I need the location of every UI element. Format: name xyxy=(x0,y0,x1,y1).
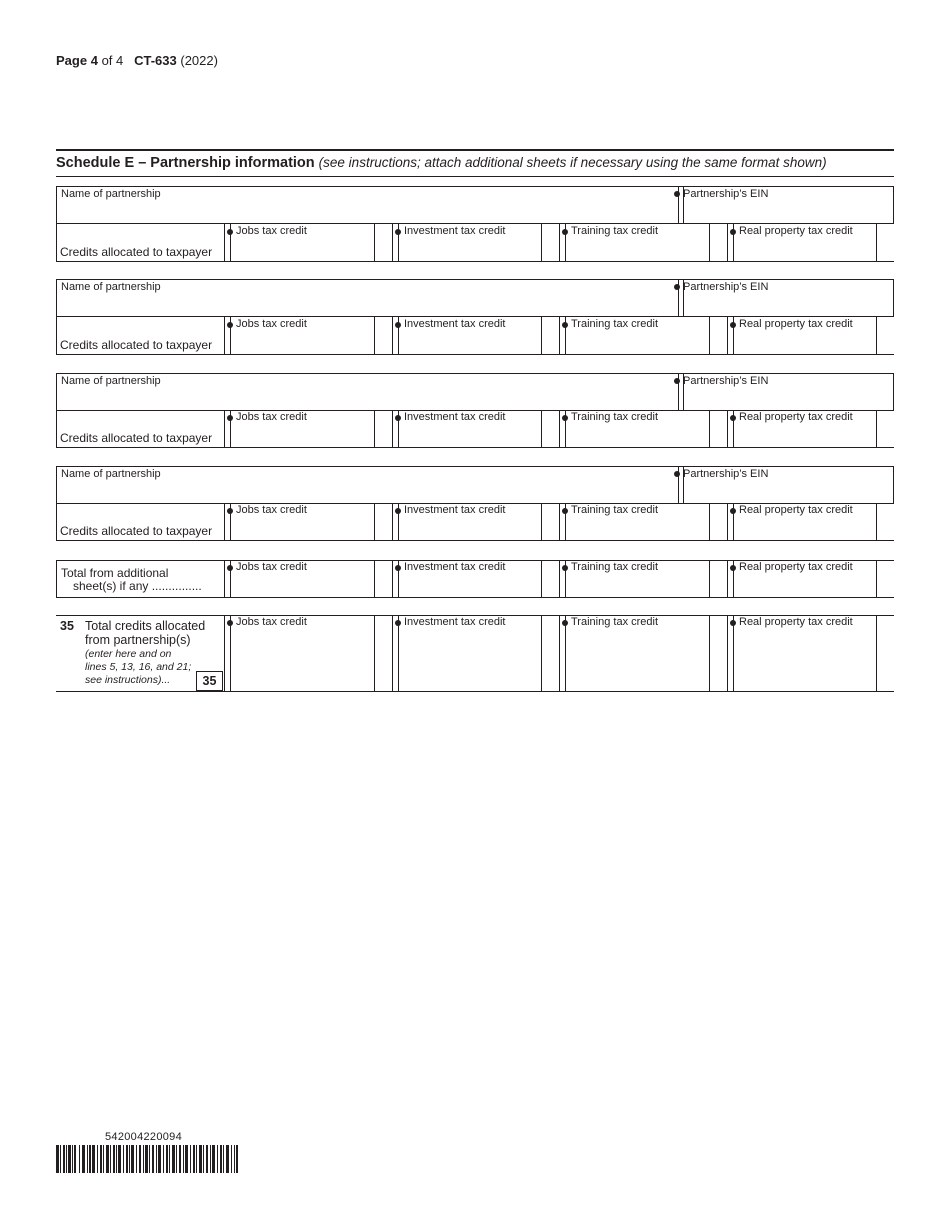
bullet-icon xyxy=(395,508,401,514)
page-header xyxy=(56,53,218,68)
credits-label: Credits allocated to taxpayer xyxy=(60,245,213,259)
investment-cents-field[interactable] xyxy=(541,224,559,261)
partnership-1-name-field[interactable] xyxy=(56,186,894,224)
bullet-icon xyxy=(395,322,401,328)
name-label: Name of partnership xyxy=(61,375,161,387)
training-tax-credit-field[interactable]: Training tax credit xyxy=(565,224,709,261)
credits-label: Credits allocated to taxpayer xyxy=(60,524,213,538)
training-cents-field[interactable] xyxy=(709,560,727,597)
partnership-3-credits-row xyxy=(56,410,894,448)
training-cents-field[interactable] xyxy=(709,615,727,691)
investment-tax-credit-field[interactable]: Investment tax credit xyxy=(398,410,541,447)
barcode-image xyxy=(56,1145,238,1173)
bullet-icon xyxy=(395,565,401,571)
bullet-icon xyxy=(562,565,568,571)
name-label: Name of partnership xyxy=(61,281,161,293)
bullet-icon xyxy=(395,620,401,626)
jobs-tax-credit-field[interactable]: Jobs tax credit xyxy=(230,410,374,447)
partnership-2-name-field[interactable] xyxy=(56,279,894,317)
name-label: Name of partnership xyxy=(61,188,161,200)
investment-cents-field[interactable] xyxy=(541,410,559,447)
form-id: CT-633 xyxy=(134,53,177,68)
real-property-tax-credit-field[interactable]: Real property tax credit xyxy=(733,317,876,354)
bullet-icon xyxy=(227,415,233,421)
jobs-cents-field[interactable] xyxy=(374,560,392,597)
bullet-icon xyxy=(730,229,736,235)
training-cents-field[interactable] xyxy=(709,503,727,540)
name-label: Name of partnership xyxy=(61,468,161,480)
investment-cents-field[interactable] xyxy=(541,615,559,691)
real-property-cents-field[interactable] xyxy=(876,224,894,261)
investment-cents-field[interactable] xyxy=(541,560,559,597)
partnership-3-name-field[interactable] xyxy=(56,373,894,411)
investment-tax-credit-field[interactable]: Investment tax credit xyxy=(398,317,541,354)
training-tax-credit-field[interactable]: Training tax credit xyxy=(565,560,709,597)
bullet-icon xyxy=(227,565,233,571)
jobs-cents-field[interactable] xyxy=(374,410,392,447)
real-property-cents-field[interactable] xyxy=(876,560,894,597)
ein-label: Partnership’s EIN xyxy=(683,281,769,293)
additional-sheets-label: Total from additional sheet(s) if any ............... xyxy=(61,566,202,593)
form-year: (2022) xyxy=(180,53,218,68)
real-property-tax-credit-field[interactable]: Real property tax credit xyxy=(733,410,876,447)
schedule-note: (see instructions; attach additional sheets if necessary using the same format shown) xyxy=(318,155,827,170)
bullet-icon xyxy=(227,322,233,328)
investment-tax-credit-field[interactable]: Investment tax credit xyxy=(398,615,541,691)
page-of: of 4 xyxy=(101,53,124,68)
partnership-1-credits-row xyxy=(56,224,894,262)
bullet-icon xyxy=(562,415,568,421)
investment-tax-credit-field[interactable]: Investment tax credit xyxy=(398,224,541,261)
page-word: Page xyxy=(56,53,88,68)
jobs-tax-credit-field[interactable]: Jobs tax credit xyxy=(230,224,374,261)
partnership-4-name-field[interactable] xyxy=(56,466,894,504)
training-tax-credit-field[interactable]: Training tax credit xyxy=(565,410,709,447)
training-tax-credit-field[interactable]: Training tax credit xyxy=(565,615,709,691)
investment-tax-credit-field[interactable]: Investment tax credit xyxy=(398,503,541,540)
jobs-tax-credit-field[interactable]: Jobs tax credit xyxy=(230,560,374,597)
jobs-tax-credit-field[interactable]: Jobs tax credit xyxy=(230,615,374,691)
line-number: 35 xyxy=(60,619,74,633)
jobs-cents-field[interactable] xyxy=(374,224,392,261)
bullet-icon xyxy=(562,620,568,626)
bullet-icon xyxy=(562,229,568,235)
additional-sheets-row xyxy=(56,560,894,598)
training-cents-field[interactable] xyxy=(709,224,727,261)
real-property-cents-field[interactable] xyxy=(876,317,894,354)
partnership-4-credits-row xyxy=(56,503,894,541)
investment-cents-field[interactable] xyxy=(541,317,559,354)
investment-tax-credit-field[interactable]: Investment tax credit xyxy=(398,560,541,597)
bullet-icon xyxy=(674,191,680,197)
investment-cents-field[interactable] xyxy=(541,503,559,540)
real-property-tax-credit-field[interactable]: Real property tax credit xyxy=(733,560,876,597)
real-property-cents-field[interactable] xyxy=(876,615,894,691)
bullet-icon xyxy=(730,322,736,328)
barcode-number: 542004220094 xyxy=(105,1131,183,1143)
line-35-row: 35 Total credits allocated from partnership(s) (enter here and on lines 5, 13, 16, and 21; see instructions)... 35 Jobs tax credit Investment tax credit Training tax credit Real property tax credit xyxy=(56,615,894,692)
real-property-cents-field[interactable] xyxy=(876,410,894,447)
bullet-icon xyxy=(227,508,233,514)
bullet-icon xyxy=(730,415,736,421)
schedule-e-title xyxy=(56,149,894,177)
bullet-icon xyxy=(227,620,233,626)
bullet-icon xyxy=(227,229,233,235)
real-property-tax-credit-field[interactable]: Real property tax credit xyxy=(733,615,876,691)
bullet-icon xyxy=(730,620,736,626)
schedule-title: Schedule E – Partnership information xyxy=(56,155,315,171)
jobs-tax-credit-field[interactable]: Jobs tax credit xyxy=(230,503,374,540)
bullet-icon xyxy=(395,415,401,421)
jobs-cents-field[interactable] xyxy=(374,503,392,540)
bullet-icon xyxy=(562,322,568,328)
bullet-icon xyxy=(674,284,680,290)
ein-label: Partnership’s EIN xyxy=(683,188,769,200)
bullet-icon xyxy=(730,508,736,514)
training-tax-credit-field[interactable]: Training tax credit xyxy=(565,317,709,354)
real-property-cents-field[interactable] xyxy=(876,503,894,540)
line-35-box: 35 xyxy=(196,671,223,691)
training-tax-credit-field[interactable]: Training tax credit xyxy=(565,503,709,540)
bullet-icon xyxy=(674,471,680,477)
bullet-icon xyxy=(730,565,736,571)
bullet-icon xyxy=(562,508,568,514)
credits-label: Credits allocated to taxpayer xyxy=(60,431,213,445)
jobs-cents-field[interactable] xyxy=(374,317,392,354)
credits-label: Credits allocated to taxpayer xyxy=(60,338,213,352)
ein-label: Partnership’s EIN xyxy=(683,375,769,387)
training-cents-field[interactable] xyxy=(709,317,727,354)
partnership-2-credits-row xyxy=(56,317,894,355)
jobs-cents-field[interactable] xyxy=(374,615,392,691)
jobs-tax-credit-field[interactable]: Jobs tax credit xyxy=(230,317,374,354)
bullet-icon xyxy=(674,378,680,384)
ein-label: Partnership’s EIN xyxy=(683,468,769,480)
real-property-tax-credit-field[interactable]: Real property tax credit xyxy=(733,224,876,261)
page-number: 4 xyxy=(90,53,98,68)
real-property-tax-credit-field[interactable]: Real property tax credit xyxy=(733,503,876,540)
training-cents-field[interactable] xyxy=(709,410,727,447)
bullet-icon xyxy=(395,229,401,235)
